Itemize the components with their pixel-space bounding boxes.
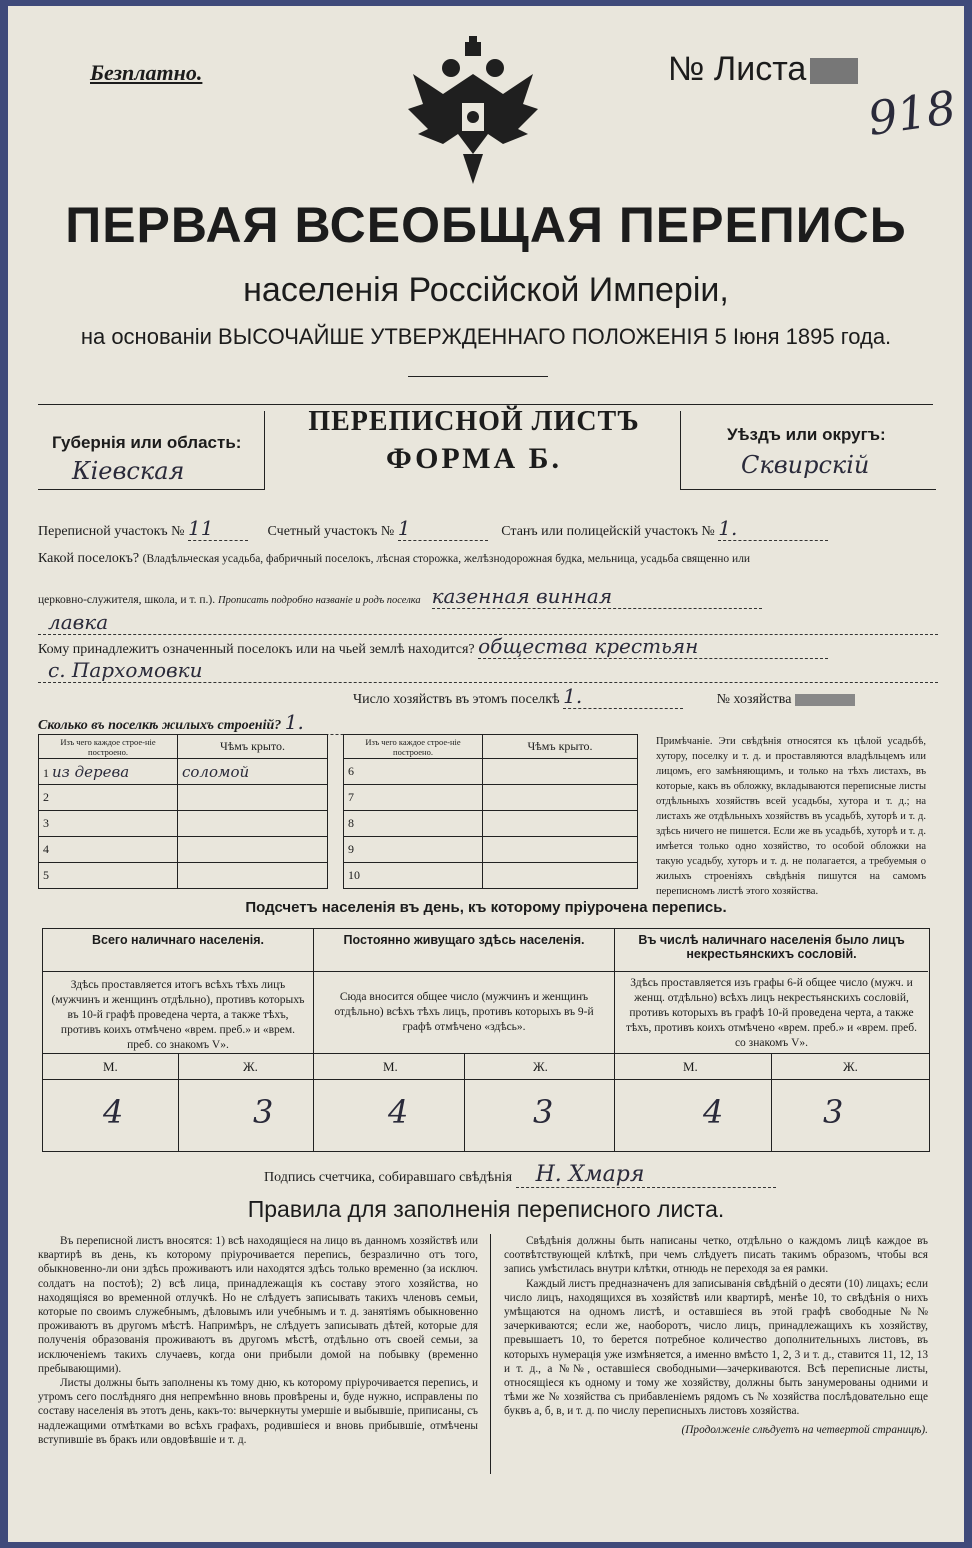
- poselok-hint-3: Прописать подробно названіе и родъ поселка: [217, 595, 421, 606]
- owner-line: [38, 634, 938, 659]
- sheet-number: [668, 50, 858, 89]
- rules-left-column: [38, 1234, 478, 1447]
- poselok-line: [38, 551, 938, 567]
- rules-right-column: [504, 1234, 928, 1437]
- table-row: [344, 785, 638, 811]
- row-number: 6: [344, 759, 483, 785]
- schetny-value: 1: [398, 516, 488, 541]
- row-number: 3: [39, 811, 178, 837]
- table-row: [344, 811, 638, 837]
- sheet-number-label: № Листа: [668, 50, 807, 88]
- divider: [408, 376, 548, 377]
- table-row: [344, 863, 638, 889]
- col-material: Изъ чего каждое строе-ніе построено.: [39, 735, 178, 759]
- uezd-value: Сквирскій: [741, 451, 870, 479]
- female-label: Ж.: [533, 1059, 548, 1074]
- buildings-table-right: [343, 734, 638, 889]
- owner-line-2: [38, 658, 928, 683]
- col-roof: Чѣмъ крыто.: [483, 735, 638, 759]
- rules-right-p2: Каждый листъ предназначенъ для записыванія свѣдѣній о десяти (10) лицахъ; если число лицъ, находящихся въ хозяйствѣ или квартирѣ, менѣе 10, то свѣдѣнія о нихъ умѣщаются на одномъ листѣ, и оставшіеся въ этой графѣ свободные №№ зачеркиваются; если же, наоборотъ, число лицъ, принадлежащихъ къ хозяйству, превышаетъ 10, то берется потребное количество дополнительныхъ листовъ, въ которыхъ нумерація уже измѣняется, а именно вмѣсто 1, 2, 3 и т. д., ставится 11, 12, 13 и т. д., а №№, оставшіеся свободными—зачеркиваются. Всѣ переписные листы, относящіеся къ одному и тому же хозяйству, должны быть занумерованы одними и тѣми же № хозяйства съ прибавленіемъ рядомъ съ № хозяйства послѣдовательно еще буквъ а, б, в, и т. д. по числу переписныхъ листовъ хозяйства.: [504, 1277, 928, 1418]
- row-number: 4: [39, 837, 178, 863]
- male-label: М.: [103, 1059, 118, 1074]
- total-male-value: 4: [103, 1093, 124, 1131]
- perepis-uch-value: 11: [188, 516, 248, 541]
- divider: [464, 1053, 465, 1151]
- household-number-box: [795, 694, 855, 706]
- male-label: М.: [383, 1059, 398, 1074]
- table-row: [39, 811, 328, 837]
- table-row: [39, 759, 328, 785]
- divider: [43, 1079, 929, 1080]
- form-name: ФОРМА Б.: [385, 442, 563, 475]
- poselok-hint: (Владѣльческая усадьба, фабричный поселокъ, лѣсная сторожка, желѣзнодорожная будка, мельница, усадьба священно или: [142, 553, 751, 565]
- signature-value: Н. Хмаря: [516, 1162, 776, 1188]
- legal-basis: на основаніи ВЫСОЧАЙШЕ УТВЕРЖДЕННАГО ПОЛОЖЕНІЯ 5 Іюня 1895 года.: [80, 324, 892, 349]
- row-number: 5: [39, 863, 178, 889]
- households-line: [353, 684, 933, 709]
- signature-label: Подпись счетчика, собиравшаго свѣдѣнія: [264, 1170, 513, 1185]
- signature-line: [264, 1162, 776, 1188]
- buildings-count-value: 1.: [285, 710, 485, 735]
- households-count-value: 1.: [563, 684, 683, 709]
- male-label: М.: [683, 1059, 698, 1074]
- nonpeasant-male-value: 4: [703, 1093, 724, 1131]
- total-female-value: 3: [253, 1093, 274, 1131]
- perepis-uch-label: Переписной участокъ №: [38, 524, 185, 539]
- poselok-value: казенная винная: [432, 584, 762, 609]
- owner-value: общества крестьян: [478, 634, 828, 659]
- stan-value: 1.: [718, 516, 828, 541]
- nonpeasant-female-value: 3: [823, 1093, 844, 1131]
- tally-permanent-text: Сюда вносится общее число (мужчинъ и женщинъ отдѣльно) всѣхъ тѣхъ лицъ, противъ которыхъ въ 9-й графѣ отмѣчено «здѣсь».: [334, 991, 594, 1033]
- permanent-female-value: 3: [533, 1093, 554, 1131]
- table-row: [39, 837, 328, 863]
- imperial-eagle-emblem: [403, 34, 543, 194]
- col-material: Изъ чего каждое строе-ніе построено.: [344, 735, 483, 759]
- owner-value-2: с. Пархомовки: [38, 658, 938, 683]
- tally-total-head: Всего наличнаго населенія.: [43, 929, 313, 972]
- sheet-number-box: [810, 58, 858, 84]
- row-number: 10: [344, 863, 483, 889]
- households-count-label: Число хозяйствъ въ этомъ поселкѣ: [353, 692, 560, 707]
- form-title: [268, 406, 680, 476]
- stan-label: Станъ или полицейскій участокъ №: [501, 524, 715, 539]
- handwritten-archive-number: 918: [864, 80, 960, 146]
- table-row: [344, 759, 638, 785]
- rules-left-p2: Листы должны быть заполнены къ тому дню, къ которому пріурочивается перепись, и утромъ сего послѣдняго дня непремѣнно вновь провѣрены и, буде нужно, исправлены по составу населенія въ этотъ день, какъ-то: вычеркнуты умершіе и выбывшіе, приписаны, съ надлежащими отмѣтками во всѣхъ графахъ, родившіеся и вновь прибывшіе, отмѣчены вступившіе въ бракъ или овдовѣвшіе и т. д.: [38, 1377, 478, 1446]
- table-row: [39, 785, 328, 811]
- divider: [178, 1053, 179, 1151]
- divider: [43, 1053, 929, 1054]
- schetny-label: Счетный участокъ №: [267, 524, 395, 539]
- note-text: Примѣчаніе. Эти свѣдѣнія относятся къ цѣлой усадьбѣ, хутору, поселку и т. д. и проставляются владѣльцемъ или лицомъ, его замѣняющимъ, и только на тѣхъ листахъ, въ которые, какъ въ обложку, вкладываются переписные листы отдѣльныхъ хозяйствъ всей усадьбы, хутора и т. д.; на листахъ же отдѣльныхъ хозяйствъ въ усадьбѣ, хуторѣ и т. д. здѣсь ничего не пишется. Если же въ усадьбѣ, хуторѣ и т. д. имѣется только одно хозяйство, то особой обложки на такую усадьбу, хуторъ и т. д. не полагается, а требуемыя о жилыхъ строеніяхъ свѣдѣнія пишутся на самомъ переписномъ листѣ этого хозяйства.: [656, 736, 926, 897]
- uezd-box: [680, 411, 936, 490]
- census-form-page: [8, 6, 964, 1542]
- divider: [771, 1053, 772, 1151]
- material-value: из дерева: [52, 762, 130, 781]
- household-number-label: № хозяйства: [716, 692, 792, 707]
- buildings-count-line: [38, 710, 638, 735]
- buildings-count-label: Сколько въ поселкѣ жилыхъ строеній?: [38, 718, 282, 733]
- row-number: 2: [39, 785, 178, 811]
- gubernia-value: Кіевская: [72, 457, 185, 485]
- population-tally: [42, 928, 930, 1152]
- sheet-title: ПЕРЕПИСНОЙ ЛИСТЪ: [308, 406, 640, 437]
- col-roof: Чѣмъ крыто.: [178, 735, 328, 759]
- census-subtitle: населенія Россійской Имперіи,: [243, 271, 729, 309]
- tally-nonpeasant-head: Въ числѣ наличнаго населенія было лицъ некрестьянскихъ сословій.: [615, 929, 928, 972]
- rules-title: Правила для заполненія переписного листа.: [247, 1196, 725, 1222]
- table-row: [344, 837, 638, 863]
- table-row: [39, 863, 328, 889]
- row-number: 9: [344, 837, 483, 863]
- rules-left-p1: Въ переписной листъ вносятся: 1) всѣ находящіеся на лицо въ данномъ хозяйствѣ или квартирѣ въ день, къ которому пріурочивается перепись, безразлично отъ того, обыкновенно-ли они здѣсь проживаютъ или находятся здѣсь только временно (за исключ. солдатъ на постоѣ); 2) всѣ лица, принадлежащія къ составу этого хозяйства, но находящіяся во временной отлучкѣ. Но не слѣдуетъ записывать такихъ членовъ семьи, которые по своимъ служебнымъ, дѣловымъ или учебнымъ и т. д. занятіямъ обыкновенно проживаютъ въ другомъ мѣстѣ. Напримѣръ, не слѣдуетъ записывать дѣтей, которые для полученія образованія проживаютъ въ другомъ мѣстѣ, отдѣльно отъ своей семьи, за исключеніемъ такихъ случаевъ, когда они прибыли домой на побывку (временно пребывающими).: [38, 1235, 478, 1375]
- census-title: ПЕРВАЯ ВСЕОБЩАЯ ПЕРЕПИСЬ: [65, 197, 907, 253]
- permanent-male-value: 4: [388, 1093, 409, 1131]
- tally-total-text: Здѣсь проставляется итогъ всѣхъ тѣхъ лицъ (мужчинъ и женщинъ отдѣльно), противъ которыхъ въ 10-й графѣ проведена черта, а также тѣхъ, противъ коихъ отмѣчено «врем. преб.» и «врем. преб. со знакомъ V».: [51, 979, 305, 1051]
- poselok-value-2: лавка: [38, 610, 938, 635]
- column-divider: [490, 1234, 491, 1474]
- header-rule: [38, 404, 933, 405]
- tally-permanent-head: Постоянно живущаго здѣсь населенія.: [314, 929, 614, 972]
- row-number: 7: [344, 785, 483, 811]
- poselok-line-3: [38, 610, 928, 635]
- female-label: Ж.: [243, 1059, 258, 1074]
- row-number: 1: [43, 765, 49, 780]
- district-line: [38, 516, 938, 541]
- female-label: Ж.: [843, 1059, 858, 1074]
- owner-label: Кому принадлежитъ означенный поселокъ или на чьей землѣ находится?: [38, 642, 475, 657]
- tally-title: Подсчетъ населенія въ день, къ которому пріурочена перепись.: [245, 899, 727, 916]
- rules-right-p1: Свѣдѣнія должны быть написаны четко, отдѣльно о каждомъ лицѣ каждое въ соотвѣтствующей клѣткѣ, при чемъ слѣдуетъ писать такимъ образомъ, чтобы вся запись умѣстилась внутри клѣтки, отнюдь не переходя за ея рамки.: [504, 1235, 928, 1276]
- gubernia-box: [38, 411, 265, 490]
- poselok-label: Какой поселокъ?: [38, 551, 140, 566]
- free-of-charge-label: Безплатно.: [90, 60, 203, 85]
- buildings-table-left: [38, 734, 328, 889]
- tally-nonpeasant-text: Здѣсь проставляется изъ графы 6-й общее число (мужч. и женщ. отдѣльно) всѣхъ лицъ некрестьянскихъ сословій, противъ которыхъ въ графѣ 10-й проведена черта, а также тѣхъ, противъ коихъ отмѣчено «врем. преб.» и «врем. преб. со знакомъ V».: [625, 977, 918, 1049]
- poselok-line-2: [38, 584, 938, 609]
- poselok-hint-2: церковно-служителя, школа, и т. п.).: [38, 594, 216, 606]
- roof-value: соломой: [178, 759, 328, 785]
- continuation-note: (Продолженіе слѣдуетъ на четвертой страницѣ).: [681, 1423, 928, 1436]
- gubernia-label: Губернія или область:: [52, 433, 242, 452]
- row-number: 8: [344, 811, 483, 837]
- uezd-label: Уѣздъ или округъ:: [727, 425, 886, 444]
